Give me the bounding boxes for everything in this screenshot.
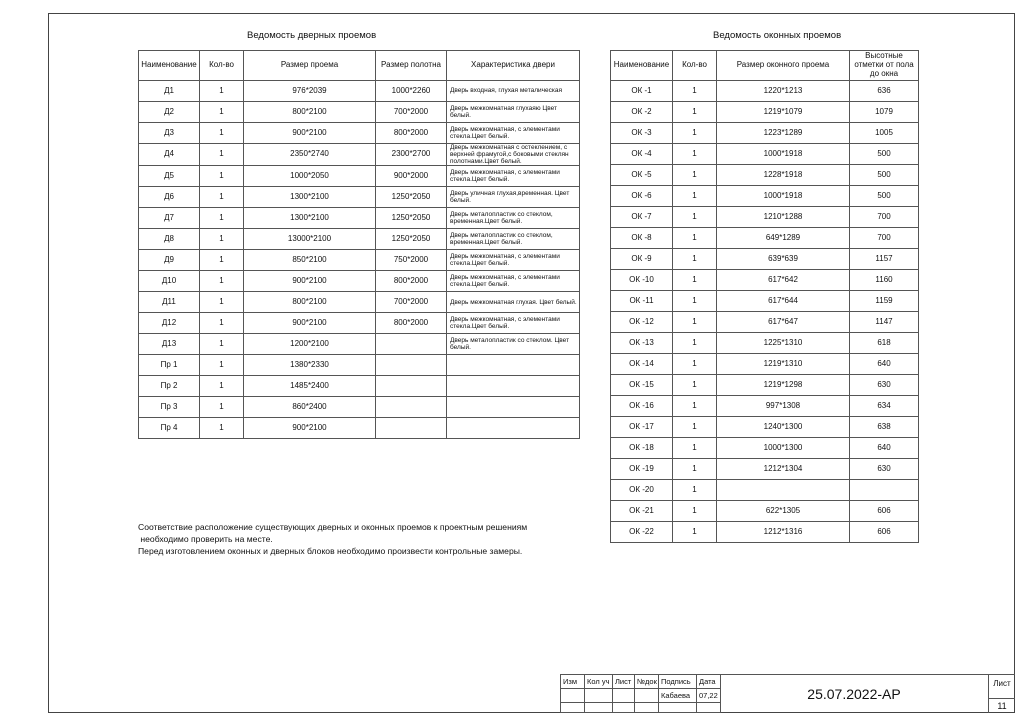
window-opening-size-cell: 1225*1310 [717,333,850,354]
table-row [611,144,919,165]
stamp-col-data: Дата [697,675,721,689]
window-qty-cell: 1 [673,144,717,165]
window-opening-size-cell: 617*644 [717,291,850,312]
window-sill-height-cell: 1147 [850,312,919,333]
door-opening-size-cell: 900*2100 [244,418,376,439]
window-sill-height-cell: 640 [850,354,919,375]
table-row [139,271,580,292]
window-sill-height-cell: 636 [850,81,919,102]
window-qty-cell: 1 [673,270,717,291]
window-qty-cell: 1 [673,102,717,123]
table-row [139,250,580,271]
door-opening-size-cell: 800*2100 [244,102,376,123]
window-opening-size-cell: 639*639 [717,249,850,270]
door-description-cell: Дверь межкомнатная с остеклением, с верхней фрамугой,с боковыми стеклян полотнами.Цвет белый. [447,144,580,166]
window-sill-height-cell: 700 [850,228,919,249]
window-qty-cell: 1 [673,312,717,333]
door-name-cell: Пр 1 [139,355,200,376]
note-line-1: Соответствие расположение существующих дверных и оконных проемов к проектным решениям [138,522,528,532]
window-name-cell: ОК -22 [611,522,673,543]
door-name-cell: Пр 2 [139,376,200,397]
door-description-cell: Дверь металопластик со стеклом, временная.Цвет белый. [447,208,580,229]
door-leaf-size-cell: 900*2000 [376,166,447,187]
window-sill-height-cell: 630 [850,375,919,396]
table-row [139,187,580,208]
door-qty-cell: 1 [200,271,244,292]
window-sill-height-cell: 634 [850,396,919,417]
table-row [139,418,580,439]
door-leaf-size-cell [376,397,447,418]
stamp-col-izm: Изм [561,675,585,689]
window-opening-size-cell: 1228*1918 [717,165,850,186]
window-qty-cell: 1 [673,81,717,102]
door-opening-size-cell: 1300*2100 [244,208,376,229]
table-row [139,81,580,102]
door-leaf-size-cell [376,418,447,439]
table-row [611,438,919,459]
window-opening-size-cell: 1000*1300 [717,438,850,459]
table-row [139,123,580,144]
table-row [611,459,919,480]
table-row [139,376,580,397]
door-qty-cell: 1 [200,166,244,187]
door-qty-cell: 1 [200,397,244,418]
window-opening-size-cell: 1210*1288 [717,207,850,228]
door-name-cell: Д8 [139,229,200,250]
door-description-cell [447,355,580,376]
column-header: Наименование [139,51,200,81]
table-row [139,229,580,250]
window-opening-size-cell: 1000*1918 [717,186,850,207]
door-opening-size-cell: 1200*2100 [244,334,376,355]
window-qty-cell: 1 [673,165,717,186]
table-row [611,249,919,270]
stamp-author: Кабаева [659,689,697,703]
window-qty-cell: 1 [673,228,717,249]
door-leaf-size-cell: 1000*2260 [376,81,447,102]
door-description-cell: Дверь межкомнатная глухаяю Цвет белый. [447,102,580,123]
door-description-cell: Дверь металопластик со стеклом, временная.Цвет белый. [447,229,580,250]
door-leaf-size-cell: 700*2000 [376,102,447,123]
table-row [139,355,580,376]
stamp-cell [585,689,613,703]
door-qty-cell: 1 [200,123,244,144]
table-row [611,186,919,207]
door-leaf-size-cell: 1250*2050 [376,208,447,229]
window-opening-size-cell: 1223*1289 [717,123,850,144]
door-qty-cell: 1 [200,292,244,313]
stamp-cell [613,703,635,713]
column-header: Характеристика двери [447,51,580,81]
window-qty-cell: 1 [673,207,717,228]
window-opening-size-cell: 617*647 [717,312,850,333]
table-row [611,375,919,396]
column-header: Размер полотна [376,51,447,81]
table-row [611,228,919,249]
door-opening-size-cell: 13000*2100 [244,229,376,250]
window-sill-height-cell: 606 [850,501,919,522]
door-description-cell: Дверь межкомнатная, с элементами стекла.Цвет белый. [447,123,580,144]
door-description-cell: Дверь межкомнатная, с элементами стекла.Цвет белый. [447,271,580,292]
door-qty-cell: 1 [200,334,244,355]
stamp-cell [561,689,585,703]
table-row [139,292,580,313]
window-qty-cell: 1 [673,459,717,480]
door-leaf-size-cell: 2300*2700 [376,144,447,166]
door-qty-cell: 1 [200,418,244,439]
window-sill-height-cell: 500 [850,165,919,186]
door-leaf-size-cell: 700*2000 [376,292,447,313]
document-code: 25.07.2022-АР [807,685,901,702]
table-row [139,208,580,229]
door-qty-cell: 1 [200,355,244,376]
window-sill-height-cell: 606 [850,522,919,543]
window-qty-cell: 1 [673,417,717,438]
door-opening-size-cell: 900*2100 [244,271,376,292]
door-opening-size-cell: 976*2039 [244,81,376,102]
window-sill-height-cell: 630 [850,459,919,480]
door-description-cell: Дверь уличная глухая,временная. Цвет белый. [447,187,580,208]
door-description-cell: Дверь металопластик со стеклом. Цвет белый. [447,334,580,355]
table-row [139,166,580,187]
stamp-col-podpis: Подпись [659,675,697,689]
window-name-cell: ОК -13 [611,333,673,354]
door-description-cell: Дверь межкомнатная глухая. Цвет белый. [447,292,580,313]
stamp-cell [635,689,659,703]
window-name-cell: ОК -5 [611,165,673,186]
window-sill-height-cell: 618 [850,333,919,354]
door-name-cell: Д13 [139,334,200,355]
stamp-cell [561,703,585,713]
table-row [611,501,919,522]
window-sill-height-cell: 500 [850,186,919,207]
stamp-cell [613,689,635,703]
window-opening-size-cell: 1000*1918 [717,144,850,165]
column-header: Размер проема [244,51,376,81]
window-opening-size-cell: 997*1308 [717,396,850,417]
doors-schedule-table [138,50,580,439]
window-opening-size-cell [717,480,850,501]
window-name-cell: ОК -15 [611,375,673,396]
door-name-cell: Д7 [139,208,200,229]
table-row [611,102,919,123]
column-header: Кол-во [673,51,717,81]
window-qty-cell: 1 [673,249,717,270]
table-row [611,123,919,144]
door-qty-cell: 1 [200,313,244,334]
window-opening-size-cell: 1219*1310 [717,354,850,375]
stamp-cell [697,703,721,713]
door-name-cell: Д10 [139,271,200,292]
window-opening-size-cell: 1220*1213 [717,81,850,102]
window-qty-cell: 1 [673,396,717,417]
window-qty-cell: 1 [673,123,717,144]
door-qty-cell: 1 [200,376,244,397]
window-sill-height-cell: 1079 [850,102,919,123]
table-row [611,312,919,333]
door-leaf-size-cell: 800*2000 [376,313,447,334]
table-row [611,333,919,354]
door-qty-cell: 1 [200,250,244,271]
door-name-cell: Пр 3 [139,397,200,418]
sheet-number: 11 [989,698,1015,711]
window-qty-cell: 1 [673,438,717,459]
door-name-cell: Д3 [139,123,200,144]
door-qty-cell: 1 [200,144,244,166]
door-qty-cell: 1 [200,229,244,250]
stamp-col-kol-uch: Кол уч [585,675,613,689]
table-row [611,270,919,291]
window-opening-size-cell: 1212*1316 [717,522,850,543]
windows-schedule-table [610,50,919,543]
window-sill-height-cell [850,480,919,501]
door-qty-cell: 1 [200,102,244,123]
stamp-col-ndok: №док [635,675,659,689]
window-sill-height-cell: 1005 [850,123,919,144]
window-qty-cell: 1 [673,501,717,522]
door-name-cell: Д5 [139,166,200,187]
note-line-3: Перед изготовлением оконных и дверных блоков необходимо произвести контрольные замеры. [138,546,523,557]
door-leaf-size-cell: 1250*2050 [376,229,447,250]
general-notes [138,521,527,558]
stamp-cell [585,703,613,713]
door-leaf-size-cell: 800*2000 [376,271,447,292]
door-opening-size-cell: 1000*2050 [244,166,376,187]
door-leaf-size-cell: 750*2000 [376,250,447,271]
door-name-cell: Д9 [139,250,200,271]
column-header: Размер оконного проема [717,51,850,81]
door-description-cell: Дверь межкомнатная, с элементами стекла.Цвет белый. [447,313,580,334]
window-opening-size-cell: 1240*1300 [717,417,850,438]
stamp-author-date: 07,22 [697,689,721,703]
door-qty-cell: 1 [200,208,244,229]
doors-table-title: Ведомость дверных проемов [247,30,377,41]
window-qty-cell: 1 [673,354,717,375]
table-header-row [139,51,580,81]
door-description-cell [447,397,580,418]
door-opening-size-cell: 900*2100 [244,313,376,334]
window-qty-cell: 1 [673,186,717,207]
windows-table-title: Ведомость оконных проемов [713,30,842,41]
door-leaf-size-cell [376,376,447,397]
door-name-cell: Д1 [139,81,200,102]
window-name-cell: ОК -17 [611,417,673,438]
stamp-cell [635,703,659,713]
window-name-cell: ОК -6 [611,186,673,207]
window-name-cell: ОК -4 [611,144,673,165]
window-name-cell: ОК -18 [611,438,673,459]
table-row [611,354,919,375]
door-opening-size-cell: 860*2400 [244,397,376,418]
table-row [611,522,919,543]
title-block-stamp [560,674,721,713]
column-header: Высотные отметки от пола до окна [850,51,919,81]
window-opening-size-cell: 1212*1304 [717,459,850,480]
window-name-cell: ОК -16 [611,396,673,417]
window-name-cell: ОК -14 [611,354,673,375]
door-leaf-size-cell: 1250*2050 [376,187,447,208]
door-description-cell [447,376,580,397]
table-row [139,144,580,166]
door-qty-cell: 1 [200,187,244,208]
table-row [611,291,919,312]
door-opening-size-cell: 2350*2740 [244,144,376,166]
door-leaf-size-cell [376,355,447,376]
door-description-cell: Дверь межкомнатная, с элементами стекла.Цвет белый. [447,250,580,271]
door-leaf-size-cell [376,334,447,355]
window-name-cell: ОК -1 [611,81,673,102]
window-name-cell: ОК -2 [611,102,673,123]
door-opening-size-cell: 900*2100 [244,123,376,144]
window-sill-height-cell: 640 [850,438,919,459]
window-name-cell: ОК -7 [611,207,673,228]
door-name-cell: Пр 4 [139,418,200,439]
door-description-cell: Дверь межкомнатная, с элементами стекла.Цвет белый. [447,166,580,187]
window-sill-height-cell: 1159 [850,291,919,312]
window-qty-cell: 1 [673,522,717,543]
stamp-cell [659,703,697,713]
window-sill-height-cell: 638 [850,417,919,438]
door-opening-size-cell: 1380*2330 [244,355,376,376]
window-name-cell: ОК -20 [611,480,673,501]
table-row [611,396,919,417]
table-row [611,207,919,228]
table-row [611,417,919,438]
door-opening-size-cell: 800*2100 [244,292,376,313]
table-row [139,397,580,418]
door-opening-size-cell: 1300*2100 [244,187,376,208]
window-name-cell: ОК -3 [611,123,673,144]
door-name-cell: Д4 [139,144,200,166]
table-row [139,334,580,355]
sheet-number-box [988,675,1015,713]
window-opening-size-cell: 1219*1298 [717,375,850,396]
window-qty-cell: 1 [673,375,717,396]
window-name-cell: ОК -8 [611,228,673,249]
window-qty-cell: 1 [673,333,717,354]
window-qty-cell: 1 [673,480,717,501]
window-name-cell: ОК -10 [611,270,673,291]
window-sill-height-cell: 500 [850,144,919,165]
door-name-cell: Д2 [139,102,200,123]
door-opening-size-cell: 1485*2400 [244,376,376,397]
window-name-cell: ОК -21 [611,501,673,522]
window-name-cell: ОК -12 [611,312,673,333]
door-description-cell: Дверь входная, глухая металическая [447,81,580,102]
door-name-cell: Д6 [139,187,200,208]
window-opening-size-cell: 1219*1079 [717,102,850,123]
column-header: Наименование [611,51,673,81]
window-name-cell: ОК -9 [611,249,673,270]
door-opening-size-cell: 850*2100 [244,250,376,271]
window-qty-cell: 1 [673,291,717,312]
window-opening-size-cell: 622*1305 [717,501,850,522]
window-sill-height-cell: 1160 [850,270,919,291]
sheet-label: Лист [993,679,1011,688]
table-row [139,102,580,123]
note-line-2: необходимо проверить на месте. [138,534,273,545]
table-row [611,480,919,501]
window-opening-size-cell: 649*1289 [717,228,850,249]
table-row [139,313,580,334]
stamp-col-list: Лист [613,675,635,689]
door-description-cell [447,418,580,439]
window-sill-height-cell: 1157 [850,249,919,270]
window-name-cell: ОК -11 [611,291,673,312]
table-header-row [611,51,919,81]
window-opening-size-cell: 617*642 [717,270,850,291]
table-row [611,165,919,186]
table-row [611,81,919,102]
column-header: Кол-во [200,51,244,81]
door-qty-cell: 1 [200,81,244,102]
door-name-cell: Д12 [139,313,200,334]
door-leaf-size-cell: 800*2000 [376,123,447,144]
window-sill-height-cell: 700 [850,207,919,228]
window-name-cell: ОК -19 [611,459,673,480]
door-name-cell: Д11 [139,292,200,313]
